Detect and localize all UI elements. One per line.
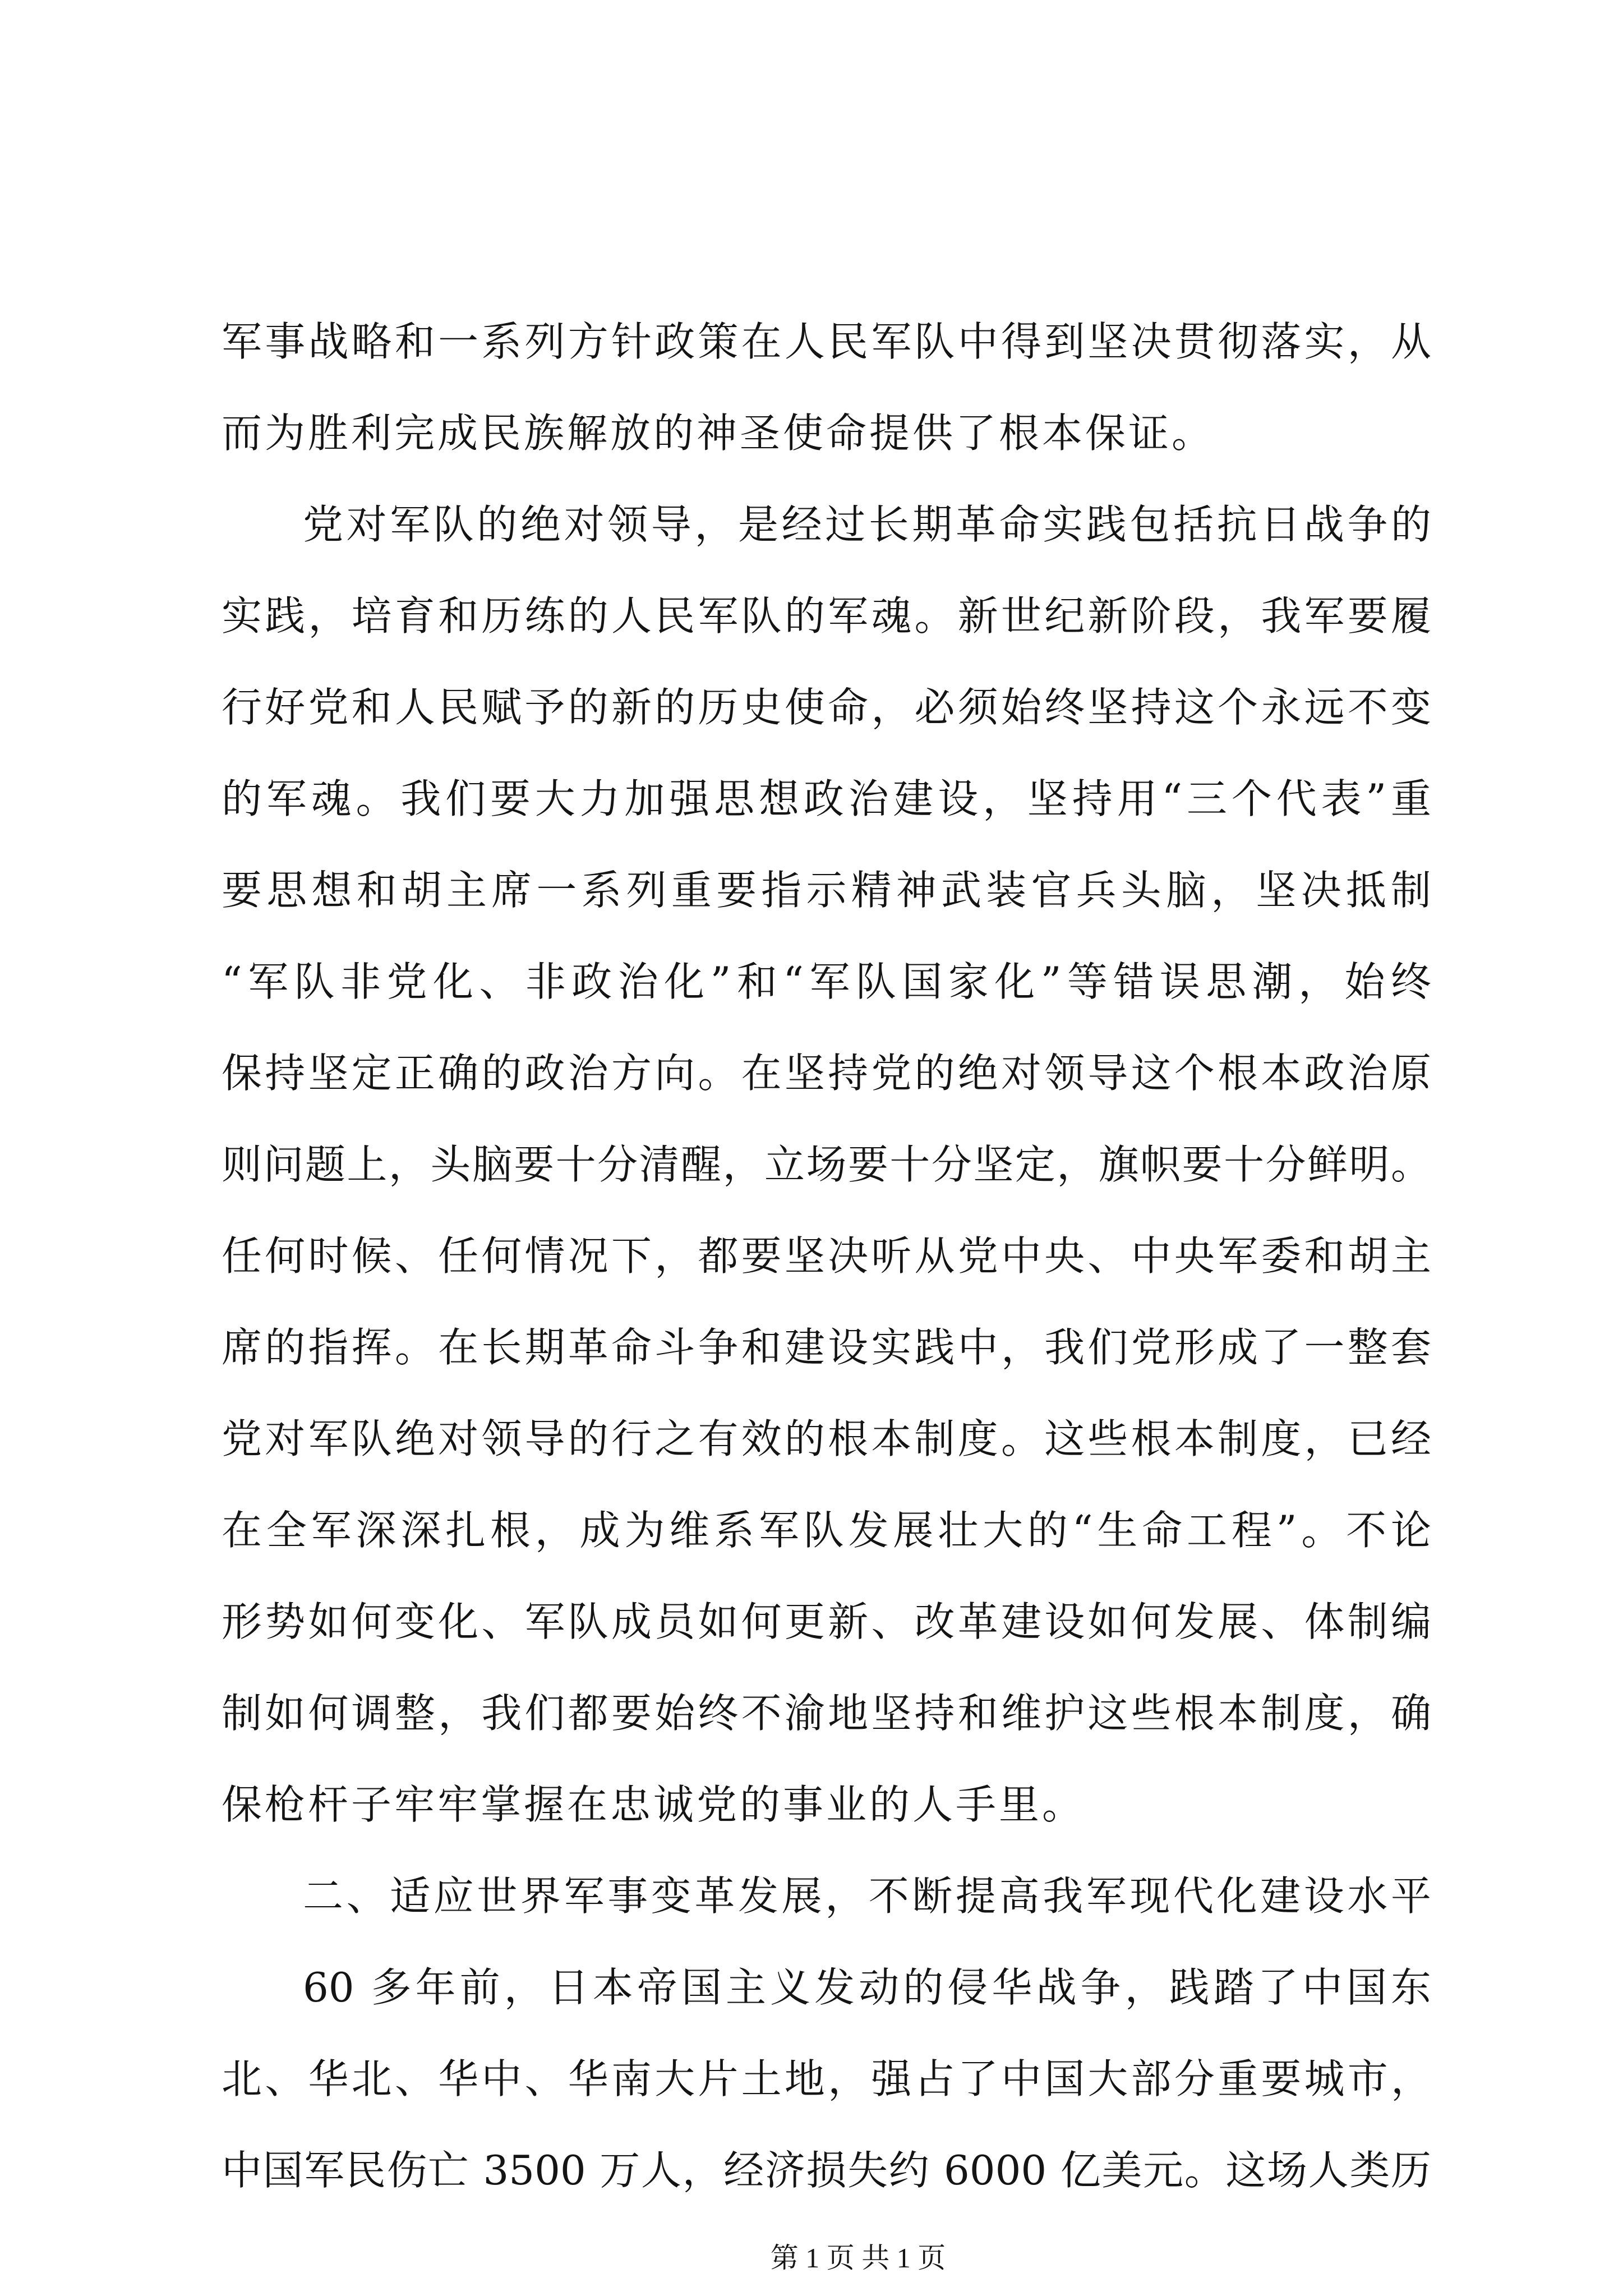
document-body	[222, 296, 1431, 2216]
paragraph-2-line-10: 席的指挥。在长期革命斗争和建设实践中，我们党形成了一整套	[222, 1324, 1431, 1371]
paragraph-2	[222, 479, 1431, 1851]
paragraph-4-line-1: 60 多年前，日本帝国主义发动的侵华战争，践踏了中国东	[303, 1964, 1431, 2011]
page-footer	[634, 2238, 1082, 2277]
paragraph-2-line-15: 保枪杆子牢牢掌握在忠诚党的事业的人手里。	[222, 1781, 1086, 1828]
page-number-label: 第 1 页 共 1 页	[770, 2242, 946, 2274]
paragraph-2-line-11: 党对军队绝对领导的行之有效的根本制度。这些根本制度，已经	[222, 1415, 1431, 1462]
paragraph-4-line-3: 中国军民伤亡 3500 万人，经济损失约 6000 亿美元。这场人类历	[222, 2147, 1431, 2194]
paragraph-2-line-6: “军队非党化、非政治化”和“军队国家化”等错误思潮，始终	[222, 958, 1431, 1005]
paragraph-4-line-2: 北、华北、华中、华南大片土地，强占了中国大部分重要城市，	[222, 2055, 1431, 2102]
paragraph-2-line-14: 制如何调整，我们都要始终不渝地坚持和维护这些根本制度，确	[222, 1690, 1431, 1737]
section-heading-line: 二、适应世界军事变革发展，不断提高我军现代化建设水平	[303, 1872, 1431, 1920]
paragraph-2-line-5: 要思想和胡主席一系列重要指示精神武装官兵头脑，坚决抵制	[222, 867, 1431, 914]
paragraph-1-line-1: 军事战略和一系列方针政策在人民军队中得到坚决贯彻落实，从	[222, 318, 1431, 365]
paragraph-2-line-3: 行好党和人民赋予的新的历史使命，必须始终坚持这个永远不变	[222, 684, 1431, 731]
section-heading	[222, 1851, 1431, 1942]
paragraph-2-line-12: 在全军深深扎根，成为维系军队发展壮大的“生命工程”。不论	[222, 1507, 1431, 1554]
paragraph-2-line-1: 党对军队的绝对领导，是经过长期革命实践包括抗日战争的	[303, 501, 1431, 548]
paragraph-2-line-2: 实践，培育和历练的人民军队的军魂。新世纪新阶段，我军要履	[222, 592, 1431, 639]
paragraph-2-line-4: 的军魂。我们要大力加强思想政治建设，坚持用“三个代表”重	[222, 775, 1431, 822]
paragraph-4	[222, 1942, 1431, 2216]
paragraph-2-line-7: 保持坚定正确的政治方向。在坚持党的绝对领导这个根本政治原	[222, 1050, 1431, 1097]
paragraph-1-line-2: 而为胜利完成民族解放的神圣使命提供了根本保证。	[222, 409, 1215, 457]
paragraph-2-line-8: 则问题上，头脑要十分清醒，立场要十分坚定，旗帜要十分鲜明。	[222, 1141, 1431, 1188]
paragraph-1	[222, 296, 1431, 479]
paragraph-2-line-9: 任何时候、任何情况下，都要坚决听从党中央、中央军委和胡主	[222, 1232, 1431, 1280]
paragraph-2-line-13: 形势如何变化、军队成员如何更新、改革建设如何发展、体制编	[222, 1598, 1431, 1645]
